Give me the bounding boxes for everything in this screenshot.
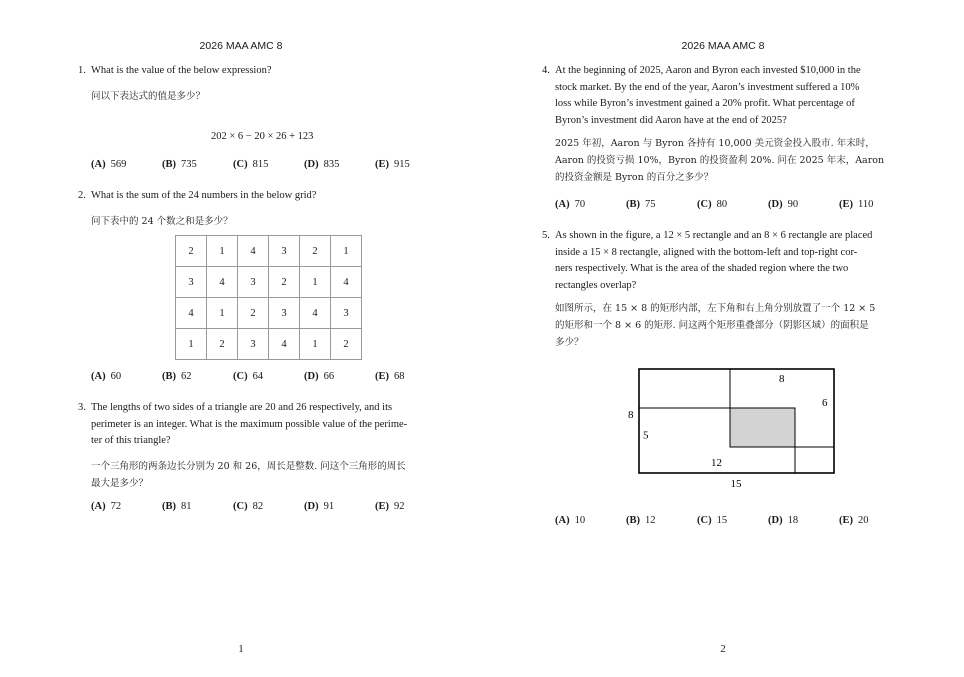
question-line-zh: 最大是多少？	[91, 477, 149, 489]
grid-cell: 3	[238, 329, 269, 360]
question-3	[78, 400, 451, 492]
choice-a: (A) 569	[91, 159, 127, 170]
question-4	[542, 63, 915, 186]
question-line-zh: 多少？	[555, 337, 584, 348]
choice-b: (B) 12	[626, 515, 656, 526]
choice-a: (A) 60	[91, 371, 122, 382]
grid-cell: 4	[207, 267, 238, 298]
question-2	[78, 188, 451, 230]
question-text: What is the value of the below expression?	[91, 65, 272, 76]
question-line-zh: 如图所示，在 15 × 8 的矩形内部，左下角和右上角分别放置了一个 12 × 5	[555, 303, 876, 314]
question-number: 1.	[78, 65, 86, 76]
choice-d: (D) 66	[304, 371, 335, 382]
question-number: 2.	[78, 190, 86, 201]
choice-e: (E) 20	[839, 515, 869, 526]
choice-a: (A) 10	[555, 515, 586, 526]
question-line-zh: 的矩形和一个 8 × 6 的矩形. 问这两个矩形重叠部分（阴影区域）的面积是	[555, 320, 869, 331]
page-header: 2026 MAA AMC 8	[681, 40, 765, 52]
question-line: As shown in the figure, a 12 × 5 rectangle and an 8 × 6 rectangle are placed	[555, 230, 873, 241]
grid-cell: 2	[207, 329, 238, 360]
grid-cell: 3	[238, 267, 269, 298]
grid-row	[176, 298, 362, 329]
question-line: rectangles overlap?	[555, 279, 637, 291]
choice-b: (B) 735	[162, 159, 197, 170]
label-bottom: 15	[730, 478, 742, 490]
page-number: 2	[720, 643, 726, 655]
choice-d: (D) 18	[768, 515, 799, 526]
grid-cell: 4	[238, 236, 269, 267]
grid-cell: 2	[331, 329, 362, 360]
choice-d: (D) 90	[768, 199, 799, 210]
question-line-zh: Aaron 的投资亏损 10%，Byron 的投资盈利 20%. 问在 2025 年末，Aaron	[555, 155, 885, 166]
expression: 202 × 6 − 20 × 26 + 123	[211, 131, 314, 142]
label-top: 8	[779, 373, 785, 385]
choice-d: (D) 835	[304, 159, 340, 170]
choice-e: (E) 110	[839, 199, 874, 210]
choice-a: (A) 72	[91, 501, 122, 512]
question-text: What is the sum of the 24 numbers in the below grid?	[91, 190, 317, 201]
grid-cell: 1	[331, 236, 362, 267]
grid-cell: 3	[269, 236, 300, 267]
choice-e: (E) 92	[375, 501, 405, 512]
grid-cell: 1	[207, 298, 238, 329]
grid-cell: 1	[300, 329, 331, 360]
page-header: 2026 MAA AMC 8	[199, 40, 283, 52]
question-line: inside a 15 × 8 rectangle, aligned with the bottom-left and top-right cor-	[555, 246, 858, 258]
choice-b: (B) 62	[162, 371, 192, 382]
grid-cell: 4	[300, 298, 331, 329]
choice-c: (C) 815	[233, 159, 269, 170]
question-line-zh: 2025 年初，Aaron 与 Byron 各持有 10,000 美元资金投入股市. 年末时，	[555, 138, 875, 149]
question-5	[542, 228, 915, 351]
grid-cell: 3	[331, 298, 362, 329]
question-text-zh: 问下表中的 24 个数之和是多少？	[91, 215, 233, 227]
grid-cell: 3	[176, 267, 207, 298]
choice-a: (A) 70	[555, 199, 586, 210]
grid-row	[176, 236, 362, 267]
question-1	[78, 63, 451, 105]
grid-cell: 2	[176, 236, 207, 267]
question-line: stock market. By the end of the year, Aaron’s investment suffered a 10%	[555, 81, 860, 93]
grid-cell: 1	[300, 267, 331, 298]
label-left: 8	[628, 409, 634, 421]
grid-cell: 4	[269, 329, 300, 360]
grid-row	[176, 329, 362, 360]
grid-cell: 4	[331, 267, 362, 298]
question-number: 4.	[542, 65, 550, 76]
grid-row	[176, 267, 362, 298]
choice-e: (E) 68	[375, 371, 405, 382]
grid-cell: 2	[300, 236, 331, 267]
grid-cell: 1	[176, 329, 207, 360]
question-line: perimeter is an integer. What is the maximum possible value of the perime-	[91, 418, 408, 430]
question-line-zh: 一个三角形的两条边长分别为 20 和 26，周长是整数. 问这个三角形的周长	[91, 460, 406, 472]
grid-cell: 2	[269, 267, 300, 298]
choice-b: (B) 81	[162, 501, 192, 512]
choice-c: (C) 80	[697, 199, 728, 210]
choice-b: (B) 75	[626, 199, 656, 210]
label-small-left: 5	[643, 429, 649, 442]
choice-c: (C) 15	[697, 515, 728, 526]
question-line: The lengths of two sides of a triangle are 20 and 26 respectively, and its	[91, 402, 393, 413]
question-line: loss while Byron’s investment gained a 20% profit. What percentage of	[555, 98, 855, 109]
grid-cell: 3	[269, 298, 300, 329]
overlap-shaded-region	[730, 408, 795, 447]
number-grid	[175, 235, 362, 360]
question-line: Byron’s investment did Aaron have at the end of 2025?	[555, 114, 787, 126]
question-line-zh: 的投资金额是 Byron 的百分之多少？	[555, 172, 714, 183]
choice-d: (D) 91	[304, 501, 335, 512]
label-inner-bottom: 12	[711, 457, 722, 469]
page-number: 1	[238, 643, 244, 655]
grid-cell: 4	[176, 298, 207, 329]
rectangles-figure	[622, 360, 842, 500]
grid-cell: 1	[207, 236, 238, 267]
label-right: 6	[822, 397, 828, 409]
grid-cell: 2	[238, 298, 269, 329]
question-text-zh: 问以下表达式的值是多少？	[91, 90, 206, 102]
question-line: ter of this triangle?	[91, 435, 171, 446]
choice-c: (C) 64	[233, 371, 264, 382]
choice-c: (C) 82	[233, 501, 264, 512]
question-number: 5.	[542, 230, 550, 241]
question-line: At the beginning of 2025, Aaron and Byron each invested $10,000 in the	[555, 65, 861, 76]
choice-e: (E) 915	[375, 159, 410, 170]
question-line: ners respectively. What is the area of the shaded region where the two	[555, 263, 849, 274]
question-number: 3.	[78, 402, 86, 413]
page-2	[482, 0, 964, 677]
